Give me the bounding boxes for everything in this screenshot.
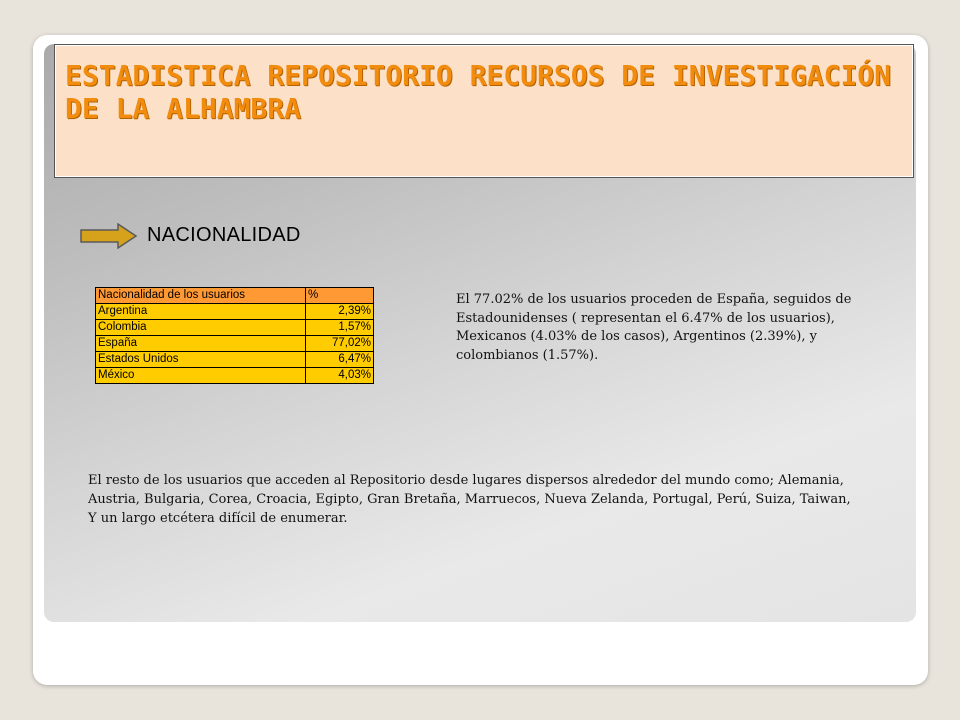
header-cell-percent: % (306, 288, 374, 304)
table-header-row (96, 288, 374, 304)
summary-text: El 77.02% de los usuarios proceden de España, seguidos de Estadounidenses ( representan el 6.47% de los usuarios), Mexicanos (4.03% de los casos), Argentinos (2.39%), y colombianos (1.57%). (456, 292, 852, 363)
table-row (96, 336, 374, 352)
percent-cell: 77,02% (306, 336, 374, 352)
country-cell: Argentina (96, 304, 306, 320)
percent-cell: 2,39% (306, 304, 374, 320)
rest-line: Y un largo etcétera difícil de enumerar. (88, 511, 348, 526)
header-cell-nationality: Nacionalidad de los usuarios (96, 288, 306, 304)
table-row (96, 352, 374, 368)
rest-of-users-text (88, 471, 888, 528)
country-cell: Estados Unidos (96, 352, 306, 368)
slide-title: ESTADISTICA REPOSITORIO RECURSOS DE INVESTIGACIÓN DE LA ALHAMBRA (65, 59, 892, 125)
percent-cell: 1,57% (306, 320, 374, 336)
nationality-table (95, 287, 374, 384)
title-box (54, 44, 914, 178)
rest-line: El resto de los usuarios que acceden al Repositorio desde lugares dispersos alrededor del mundo como; Alemania, (88, 473, 844, 488)
right-arrow-icon (80, 223, 138, 249)
table-row (96, 368, 374, 384)
country-cell: México (96, 368, 306, 384)
percent-cell: 6,47% (306, 352, 374, 368)
rest-line: Austria, Bulgaria, Corea, Croacia, Egipto, Gran Bretaña, Marruecos, Nueva Zelanda, Portugal, Perú, Suiza, Taiwan, (88, 492, 851, 507)
section-heading: NACIONALIDAD (147, 224, 301, 246)
country-cell: Colombia (96, 320, 306, 336)
table-row (96, 320, 374, 336)
country-cell: España (96, 336, 306, 352)
percent-cell: 4,03% (306, 368, 374, 384)
table-row (96, 304, 374, 320)
